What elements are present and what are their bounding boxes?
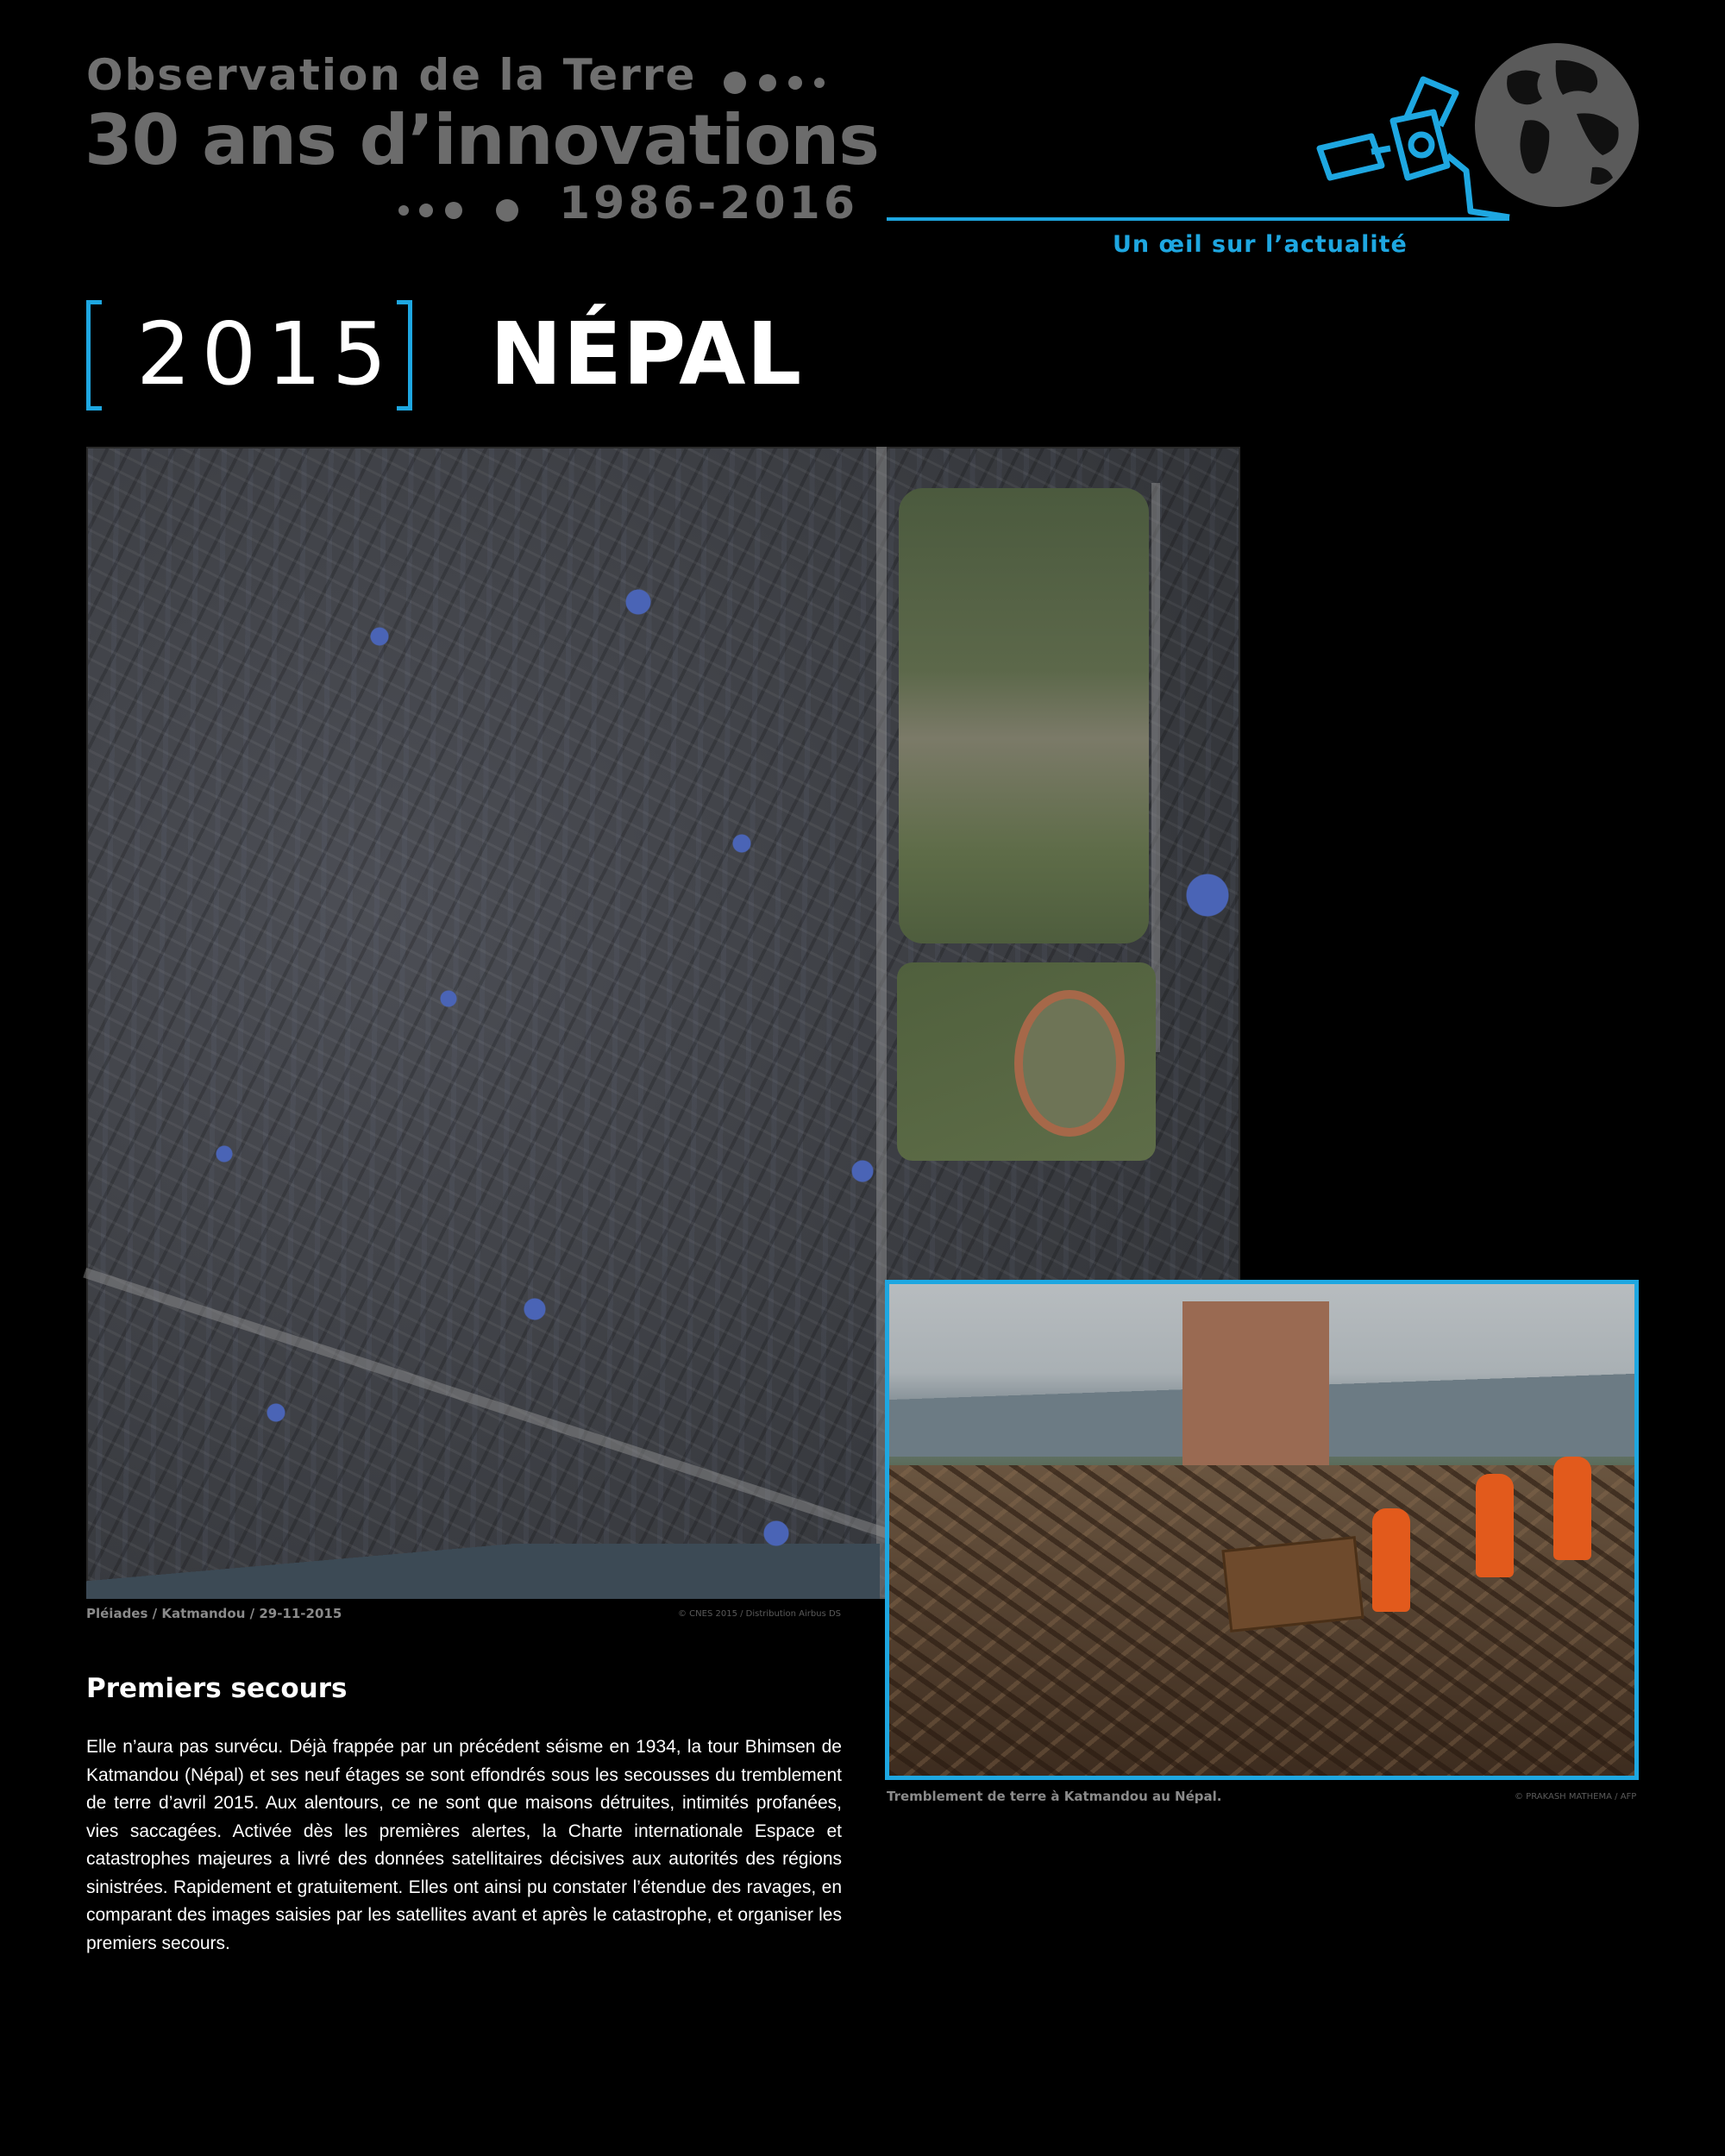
photo-crate	[1221, 1536, 1364, 1633]
page-title: NÉPAL	[490, 304, 803, 404]
photo-rescuer	[1553, 1457, 1591, 1560]
earthquake-photo	[885, 1280, 1639, 1780]
photo-caption: Tremblement de terre à Katmandou au Népal.	[887, 1789, 1222, 1804]
header-line-1: Observation de la Terre	[86, 50, 697, 100]
article-body: Elle n’aura pas survécu. Déjà frappée par un précédent séisme en 1934, la tour Bhimsen de Katmandou (Népal) et ses neuf étages se sont effondrés sous les secousses du tremblement de terre d’avril 2015. Aux alentours, ce ne sont que maisons détruites, intimités profanées, vies saccagées. Activée dès les premières alertes, la Charte internationale Espace et catastrophes majeures a livré des données satellitaires décisives aux autorités des régions sinistrées. Rapidement et gratuitement. Elles ont ainsi pu constater l’étendue des ravages, en comparant des images saisies par les satellites avant et après le catastrophe, et organiser les premiers secours.	[86, 1737, 842, 1953]
section-title: Premiers secours	[86, 1673, 348, 1704]
photo-rescuer	[1476, 1474, 1514, 1577]
globe-icon	[1473, 41, 1640, 209]
satellite-image-credit: © CNES 2015 / Distribution Airbus DS	[678, 1609, 842, 1619]
dots-decoration-icon	[397, 193, 526, 228]
tagline: Un œil sur l’actualité	[1113, 231, 1408, 258]
bracket-right-icon	[397, 300, 412, 411]
header-years: 1986-2016	[559, 178, 859, 229]
photo-credit: © PRAKASH MATHEMA / AFP	[1515, 1792, 1637, 1802]
satellite-image-caption: Pléiades / Katmandou / 29-11-2015	[86, 1606, 342, 1621]
photo-rescuer	[1372, 1508, 1410, 1612]
dots-decoration-icon	[723, 66, 844, 100]
photo-building	[1182, 1301, 1329, 1474]
year: 2015	[136, 304, 398, 404]
bracket-left-icon	[86, 300, 102, 411]
header-line-2: 30 ans d’innovations	[85, 100, 879, 180]
